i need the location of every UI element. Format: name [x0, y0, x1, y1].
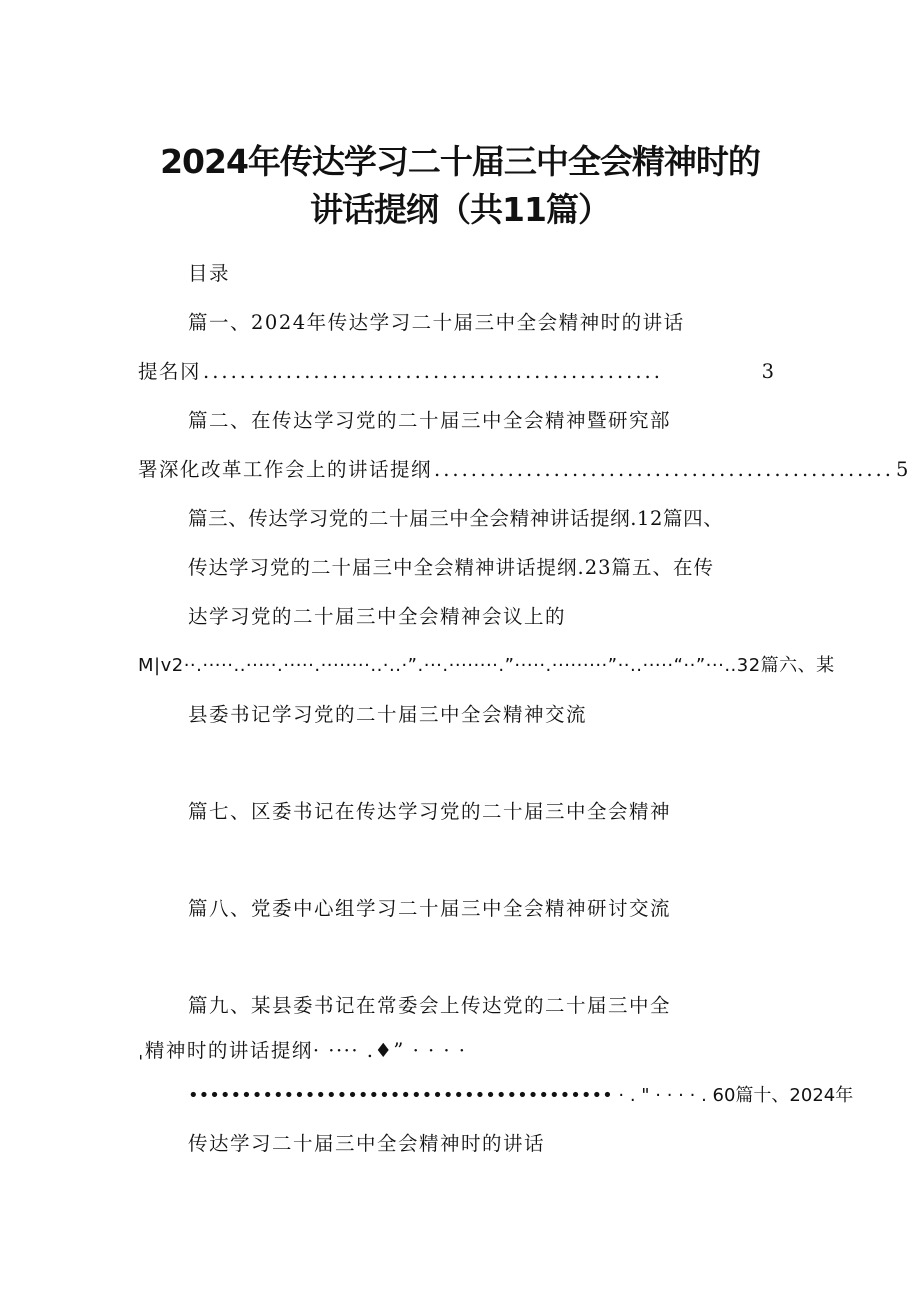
toc-entry-2-dot-leader: ..................................................	[434, 458, 894, 481]
toc-entry-1-label: 提名冈	[138, 360, 202, 383]
toc-entry-1-page-number: 3	[761, 360, 774, 383]
document-title-line-1: 2024年传达学习二十届三中全会精神时的	[160, 142, 760, 181]
toc-entry-1-line-1: 篇一、2024年传达学习二十届三中全会精神时的讲话	[188, 311, 685, 334]
toc-entry-2-leader-row[interactable]	[138, 454, 909, 482]
toc-entry-9-line-2: ˌ精神时的讲话提纲· ···· .♦” · · · ·	[138, 1039, 467, 1062]
toc-entry-1-leader-row[interactable]	[138, 356, 774, 384]
toc-entry-9-line-1: 篇九、某县委书记在常委会上传达党的二十届三中全	[188, 994, 672, 1017]
toc-entry-7: 篇七、区委书记在传达学习党的二十届三中全会精神	[188, 800, 672, 823]
toc-line-garbled-leader-32: M|v2··.·····..·····.·····.········..·..·”.···.········.”·····.·········”··..·····“··”···..32篇六、某	[138, 655, 835, 676]
toc-entry-8: 篇八、党委中心组学习二十届三中全会精神研讨交流	[188, 897, 672, 920]
toc-line-entries-3-4: 篇三、传达学习党的二十届三中全会精神讲话提纲.12篇四、	[188, 507, 724, 530]
toc-line-entry-5-cont: 达学习党的二十届三中全会精神会议上的	[188, 605, 567, 628]
toc-entry-2-line-1: 篇二、在传达学习党的二十届三中全会精神暨研究部	[188, 409, 672, 432]
document-title-line-2: 讲话提纲（共11篇）	[310, 190, 610, 229]
toc-entry-2-page-number: 5	[895, 458, 909, 481]
toc-entry-10-cont: 传达学习二十届三中全会精神时的讲话	[188, 1132, 546, 1155]
toc-line-garbled-leader-60: •••••••••••••••••••••••••••••••••••••••• · . " · · · · . 60篇十、2024年	[188, 1085, 854, 1106]
toc-heading: 目录	[188, 262, 231, 285]
toc-entry-1-dot-leader: ..................................................	[203, 360, 663, 383]
toc-line-entries-4-5: 传达学习党的二十届三中全会精神讲话提纲.23篇五、在传	[188, 556, 715, 579]
toc-line-entry-6-cont: 县委书记学习党的二十届三中全会精神交流	[188, 703, 588, 726]
toc-entry-2-label: 署深化改革工作会上的讲话提纲	[138, 458, 433, 481]
